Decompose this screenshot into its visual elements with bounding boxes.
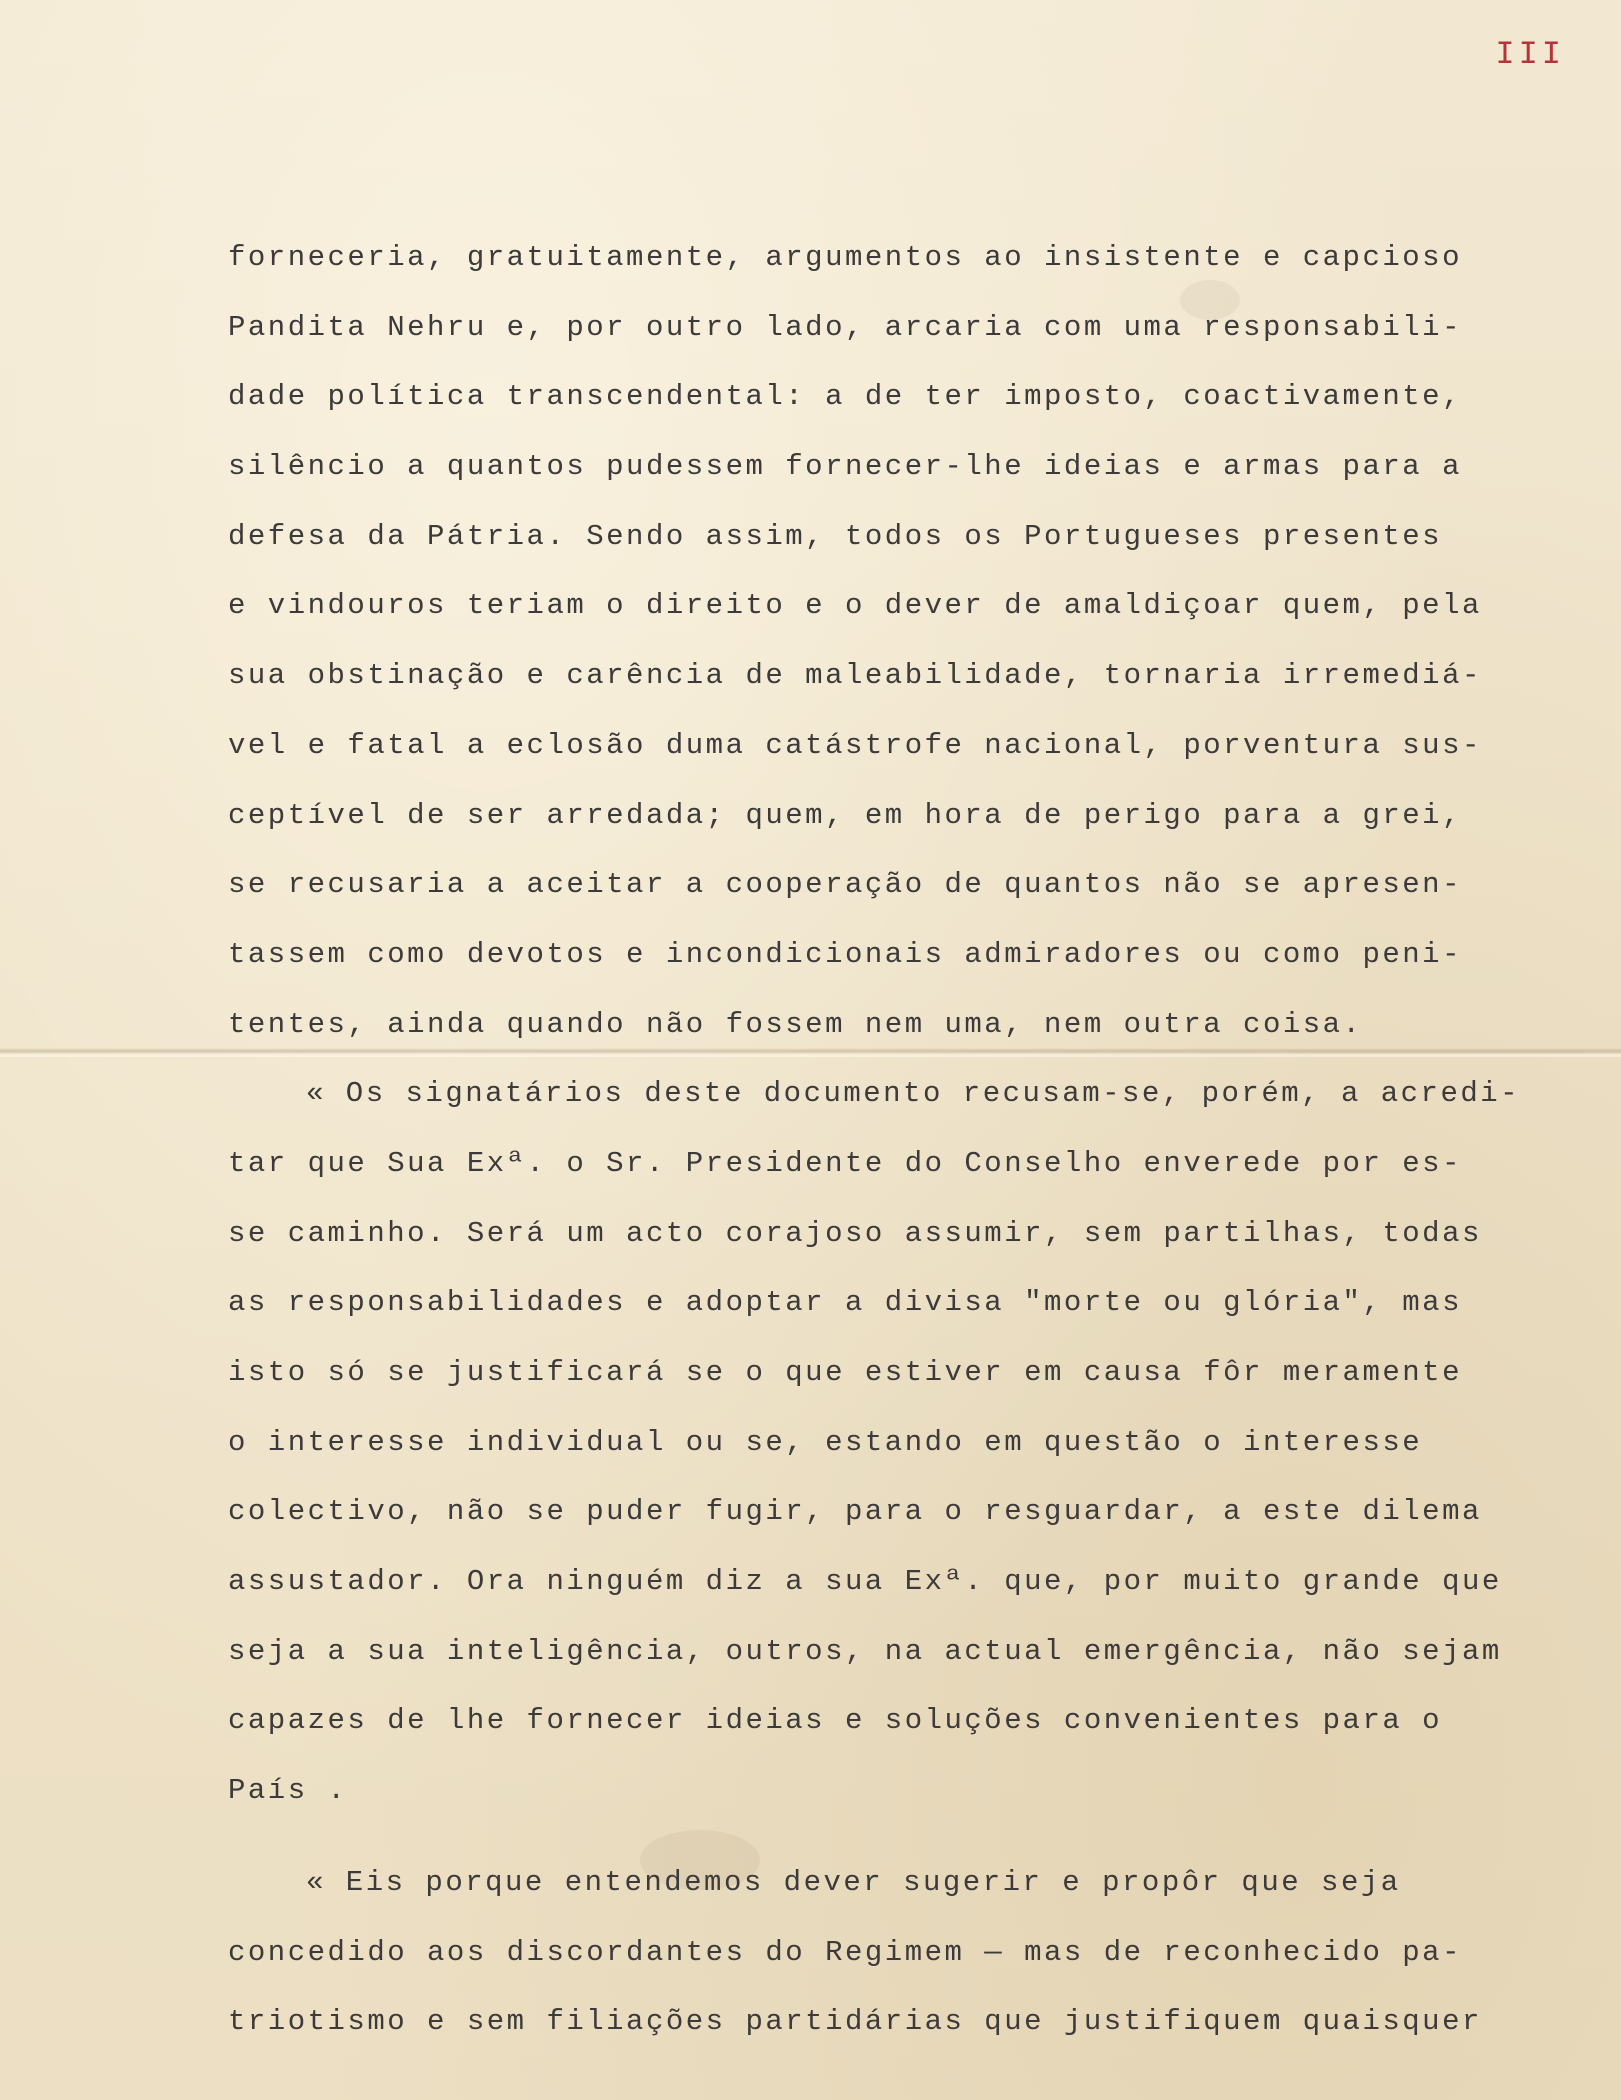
text-line: isto só se justificará se o que estiver em causa fôr meramente bbox=[228, 1356, 1462, 1389]
text-line: capazes de lhe fornecer ideias e soluções convenientes para o bbox=[228, 1704, 1443, 1738]
text-line: e vindouros teriam o direito e o dever de amaldiçoar quem, pela bbox=[228, 589, 1482, 623]
text-line: se caminho. Será um acto corajoso assumir, sem partilhas, todas bbox=[228, 1216, 1482, 1250]
text-line: defesa da Pátria. Sendo assim, todos os Portugueses presentes bbox=[228, 519, 1443, 553]
text-line: silêncio a quantos pudessem fornecer-lhe ideias e armas para a bbox=[228, 450, 1462, 484]
text-line: as responsabilidades e adoptar a divisa "morte ou glória", mas bbox=[228, 1286, 1462, 1320]
text-line: triotismo e sem filiações partidárias que justifiquem quaisquer bbox=[228, 2005, 1482, 2039]
text-line: sua obstinação e carência de maleabilidade, tornaria irremediá- bbox=[228, 659, 1482, 693]
paragraph bbox=[228, 1068, 1528, 1835]
text-line: tassem como devotos e incondicionais admiradores ou como peni- bbox=[228, 937, 1462, 971]
text-line: tentes, ainda quando não fossem nem uma, nem outra coisa. bbox=[228, 1007, 1363, 1041]
text-line: vel e fatal a eclosão duma catástrofe nacional, porventura sus- bbox=[228, 728, 1482, 762]
paragraph-spacer bbox=[228, 1835, 1528, 1857]
text-line: tar que Sua Exª. o Sr. Presidente do Conselho enverede por es- bbox=[228, 1146, 1462, 1180]
text-line: assustador. Ora ninguém diz a sua Exª. que, por muito grande que bbox=[228, 1565, 1502, 1599]
text-line: « Eis porque entendemos dever sugerir e propôr que seja bbox=[306, 1865, 1401, 1899]
text-line: ceptível de ser arredada; quem, em hora de perigo para a grei, bbox=[228, 798, 1462, 832]
text-line: País . bbox=[228, 1774, 348, 1808]
page-number: III bbox=[1495, 36, 1565, 73]
text-line: o interesse individual ou se, estando em questão o interesse bbox=[228, 1425, 1423, 1459]
text-line: Pandita Nehru e, por outro lado, arcaria com uma responsabili- bbox=[228, 310, 1462, 344]
typed-letter-body bbox=[228, 232, 1528, 2066]
text-line: concedido aos discordantes do Regimem — mas de reconhecido pa- bbox=[228, 1935, 1462, 1969]
text-line: « Os signatários deste documento recusam-se, porém, a acredi- bbox=[306, 1077, 1521, 1111]
paragraph bbox=[228, 232, 1528, 1068]
text-line: forneceria, gratuitamente, argumentos ao insistente e capcioso bbox=[228, 241, 1462, 274]
text-line: seja a sua inteligência, outros, na actual emergência, não sejam bbox=[228, 1634, 1502, 1668]
text-line: se recusaria a aceitar a cooperação de quantos não se apresen- bbox=[228, 868, 1462, 902]
text-line: colectivo, não se puder fugir, para o resguardar, a este dilema bbox=[228, 1495, 1482, 1529]
paragraph bbox=[228, 1857, 1528, 2066]
text-line: dade política transcendental: a de ter imposto, coactivamente, bbox=[228, 380, 1462, 414]
